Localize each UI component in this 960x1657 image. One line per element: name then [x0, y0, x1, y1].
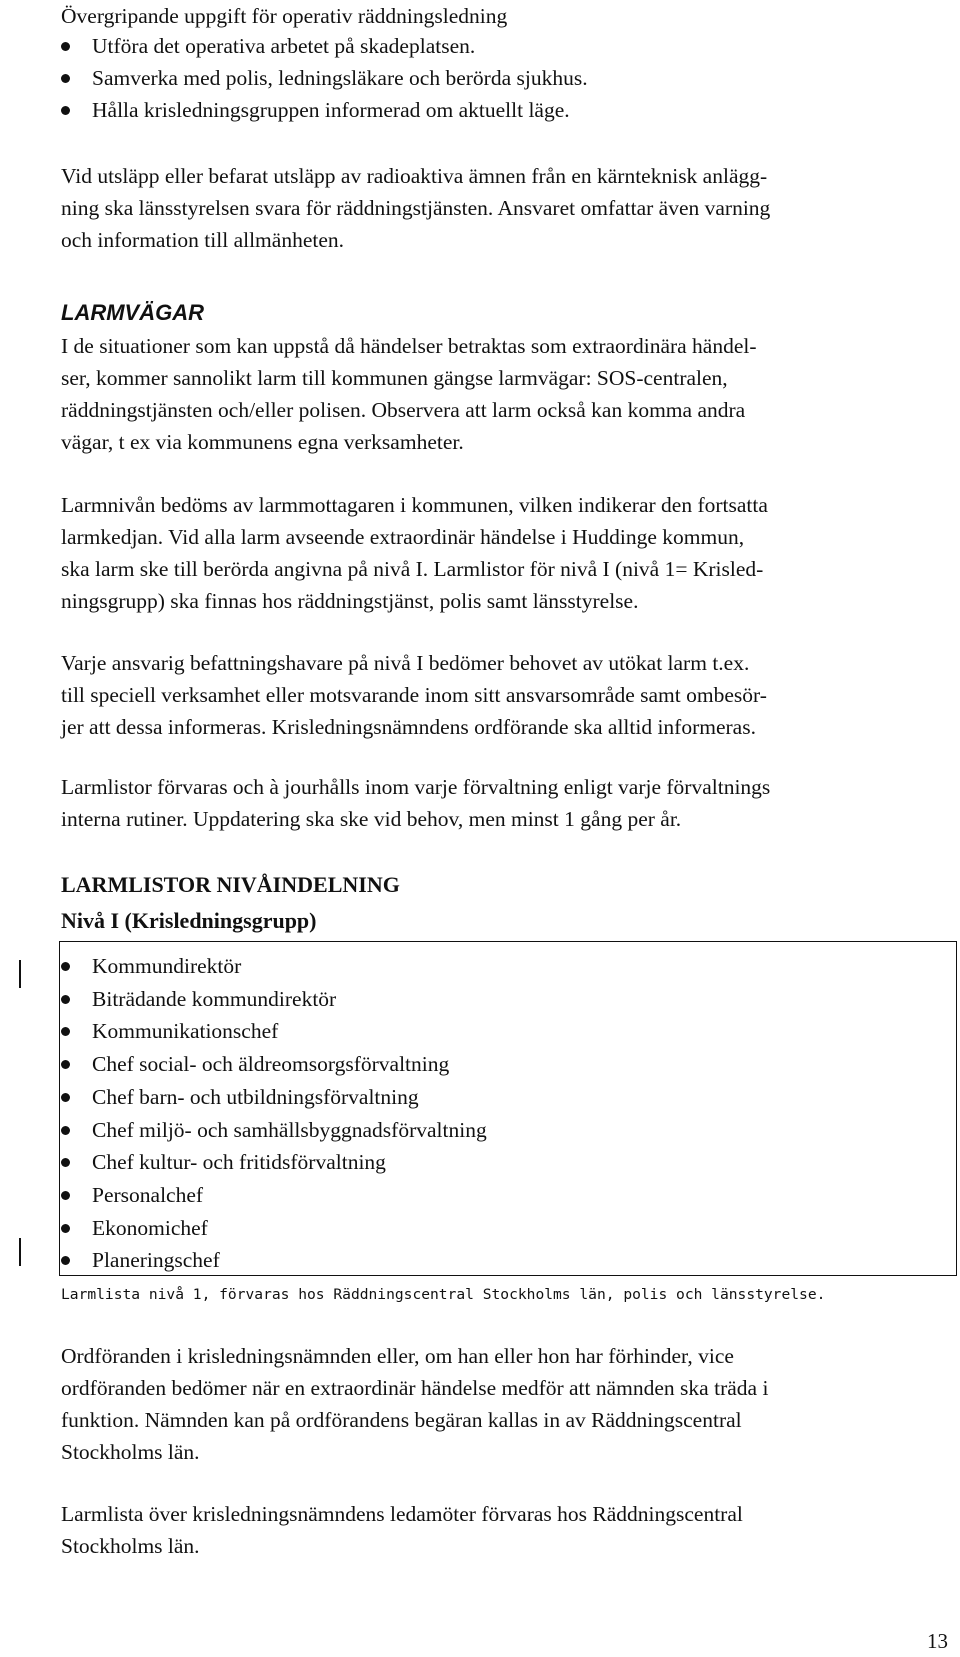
closing-paragraph-1: Ordföranden i krisledningsnämnden eller, om han eller hon har förhinder, vice ordföranden bedömer när en extraordinär händelse medför att nämnden ska träda i funktion. Nämnden kan på ordförandens begäran kallas in av Räddningscentral Stockholms län.	[61, 1344, 769, 1464]
bullet-icon	[61, 1224, 70, 1233]
revision-bar	[19, 1238, 21, 1266]
list-item: Personalchef	[61, 1179, 487, 1212]
niva-list	[61, 950, 487, 1277]
bullet-icon	[61, 1027, 70, 1036]
bullet-icon	[61, 1126, 70, 1135]
closing-paragraph-2: Larmlista över krisledningsnämndens ledamöter förvaras hos Räddningscentral Stockholms län.	[61, 1502, 743, 1558]
list-item: Biträdande kommundirektör	[61, 983, 487, 1016]
larmvagar-paragraph-1: I de situationer som kan uppstå då händelser betraktas som extraordinära händel- ser, kommer sannolikt larm till kommunen gängse larmvägar: SOS-centralen, räddningstjänsten och/eller polisen. Observera att larm också kan komma andra vägar, t ex via kommunens egna verksamheter.	[61, 334, 757, 454]
list-item: Samverka med polis, ledningsläkare och berörda sjukhus.	[61, 62, 588, 94]
larmvagar-paragraph-2: Larmnivån bedöms av larmmottagaren i kommunen, vilken indikerar den fortsatta larmkedjan. Vid alla larm avseende extraordinär händelse i Huddinge kommun, ska larm ske till berörda angivna på nivå I. Larmlistor för nivå I (nivå 1= Krisled- ningsgrupp) ska finnas hos räddningstjänst, polis samt länsstyrelse.	[61, 493, 768, 613]
larmvagar-paragraph-3: Varje ansvarig befattningshavare på nivå I bedömer behovet av utökat larm t.ex. till speciell verksamhet eller motsvarande inom sitt ansvarsområde samt ombesör- jer att dessa informeras. Krisledningsnämndens ordförande ska alltid informeras.	[61, 651, 767, 739]
radioactive-paragraph: Vid utsläpp eller befarat utsläpp av radioaktiva ämnen från en kärnteknisk anlägg- ning ska länsstyrelsen svara för räddningstjänsten. Ansvaret omfattar även varning och information till allmänheten.	[61, 164, 771, 252]
larmvagar-paragraph-4: Larmlistor förvaras och à jourhålls inom varje förvaltning enligt varje förvaltnings interna rutiner. Uppdatering ska ske vid behov, men minst 1 gång per år.	[61, 775, 771, 831]
bullet-icon	[61, 1191, 70, 1200]
revision-bar	[19, 960, 21, 988]
list-item: Chef kultur- och fritidsförvaltning	[61, 1146, 487, 1179]
list-item: Kommunikationschef	[61, 1015, 487, 1048]
list-item: Kommundirektör	[61, 950, 487, 983]
bullet-icon	[61, 1158, 70, 1167]
larmvagar-heading: LARMVÄGAR	[61, 300, 204, 325]
task-list	[61, 30, 588, 126]
niva-subheading: Nivå I (Krisledningsgrupp)	[61, 908, 317, 933]
list-caption: Larmlista nivå 1, förvaras hos Räddningscentral Stockholms län, polis och länsstyrelse.	[61, 1286, 826, 1303]
list-item: Chef miljö- och samhällsbyggnadsförvaltning	[61, 1114, 487, 1147]
list-item: Chef social- och äldreomsorgsförvaltning	[61, 1048, 487, 1081]
list-item: Ekonomichef	[61, 1212, 487, 1245]
list-item: Planeringschef	[61, 1244, 487, 1277]
list-item: Chef barn- och utbildningsförvaltning	[61, 1081, 487, 1114]
list-item: Utföra det operativa arbetet på skadeplatsen.	[61, 30, 588, 62]
niva-heading: LARMLISTOR NIVÅINDELNING	[61, 872, 400, 897]
bullet-icon	[61, 1093, 70, 1102]
bullet-icon	[61, 1256, 70, 1265]
bullet-icon	[61, 995, 70, 1004]
bullet-icon	[61, 106, 70, 115]
bullet-icon	[61, 1060, 70, 1069]
bullet-icon	[61, 962, 70, 971]
section-title: Övergripande uppgift för operativ räddningsledning	[61, 4, 508, 28]
list-item: Hålla krisledningsgruppen informerad om aktuellt läge.	[61, 94, 588, 126]
page-number: 13	[927, 1629, 948, 1653]
bullet-icon	[61, 42, 70, 51]
bullet-icon	[61, 74, 70, 83]
